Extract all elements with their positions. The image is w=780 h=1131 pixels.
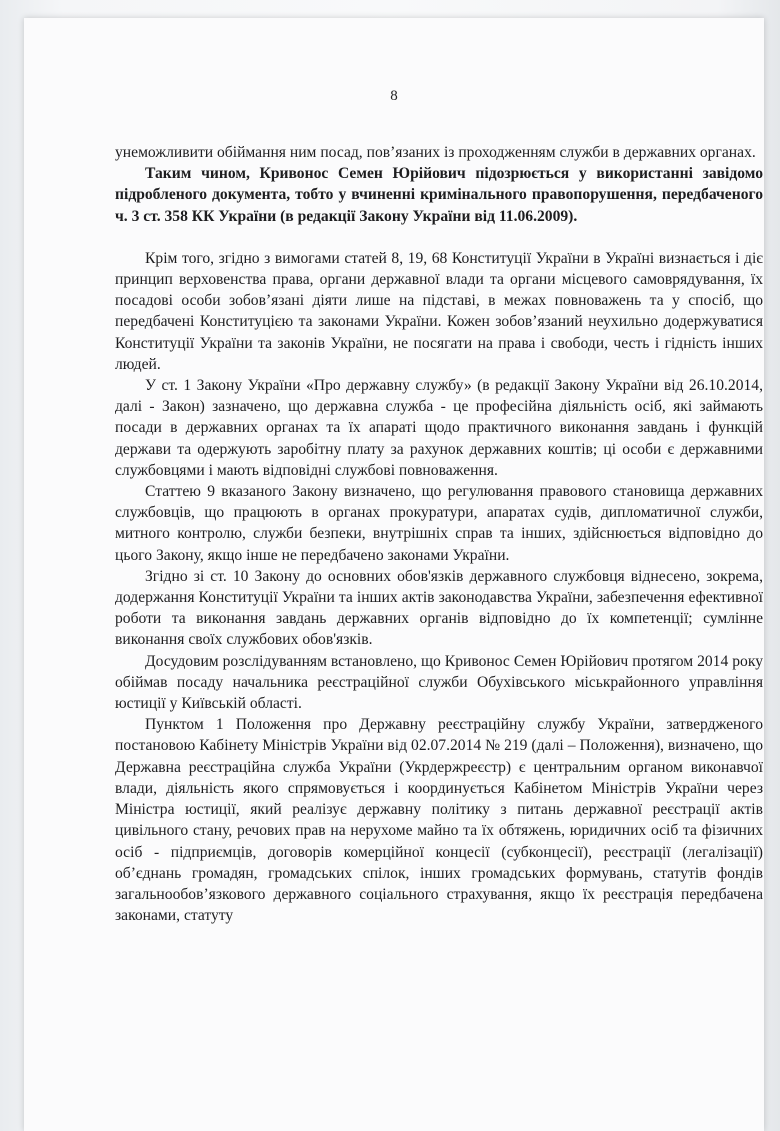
paragraph-4: У ст. 1 Закону України «Про державну службу» (в редакції Закону України від 26.10.2014, далі - Закон) зазначено, що державна служба - це професійна діяльність осіб, які займають посади в державних органах та їх апараті щодо практичного виконання завдань і функцій держави та одержують заробітну плату за рахунок державних коштів; ці особи є державними службовцями і мають відповідні службові повноваження.: [115, 377, 763, 479]
document-page: [24, 18, 764, 1131]
paragraph-conclusion: Таким чином, Кривонос Семен Юрійович підозрюється у використанні завідомо підробленого документа, тобто у вчиненні кримінального правопорушення, передбаченого ч. 3 ст. 358 КК України (в редакції Закону України від 11.06.2009).: [115, 165, 763, 225]
page-number: 8: [390, 88, 398, 104]
document-body: [115, 142, 763, 926]
paragraph-3: Крім того, згідно з вимогами статей 8, 19, 68 Конституції України в Україні визнається і діє принцип верховенства права, органи державної влади та органи місцевого самоврядування, їх посадові особи зобов’язані діяти лише на підставі, в межах повноважень та у спосіб, що передбачені Конституцією та законами України. Кожен зобов’язаний неухильно додержуватися Конституції України та законів України, не посягати на права і свободи, честь і гідність інших людей.: [115, 249, 763, 373]
paragraph-5: Статтею 9 вказаного Закону визначено, що регулювання правового становища державних службовців, що працюють в органах прокуратури, апаратах судів, дипломатичної служби, митного контролю, служби безпеки, внутрішніх справ та інших, здійснюється відповідно до цього Закону, якщо інше не передбачено законами України.: [115, 483, 763, 564]
paragraph-6: Згідно зі ст. 10 Закону до основних обов'язків державного службовця віднесено, зокрема, додержання Конституції України та інших актів законодавства України, забезпечення ефективної роботи та виконання завдань державних органів відповідно до їх компетенції; сумлінне виконання своїх службових обов'язків.: [115, 567, 763, 649]
paragraph-8: Пунктом 1 Положення про Державну реєстраційну службу України, затвердженого постановою Кабінету Міністрів України від 02.07.2014 № 219 (далі – Положення), визначено, що Державна реєстраційна служба України (Укрдержреєстр) є центральним органом виконавчої влади, діяльність якого спрямовується і координується Кабінетом Міністрів України через Міністра юстиції, який реалізує державну політику з питань державної реєстрації актів цивільного стану, речових прав на нерухоме майно та їх обтяжень, юридичних осіб та фізичних осіб - підприємців, договорів комерційної концесії (субконцесії), реєстрації (легалізації) об’єднань громадян, громадських спілок, інших громадських формувань, статутів фондів загальнообов’язкового державного соціального страхування, якщо їх реєстрація передбачена законами, статуту: [115, 716, 763, 925]
paragraph-1: унеможливити обіймання ним посад, пов’язаних із проходженням служби в державних органах.: [115, 144, 756, 161]
paragraph-7: Досудовим розслідуванням встановлено, що Кривонос Семен Юрійович протягом 2014 року обіймав посаду начальника реєстраційної служби Обухівського міськрайонного управління юстиції у Київській області.: [115, 652, 763, 713]
